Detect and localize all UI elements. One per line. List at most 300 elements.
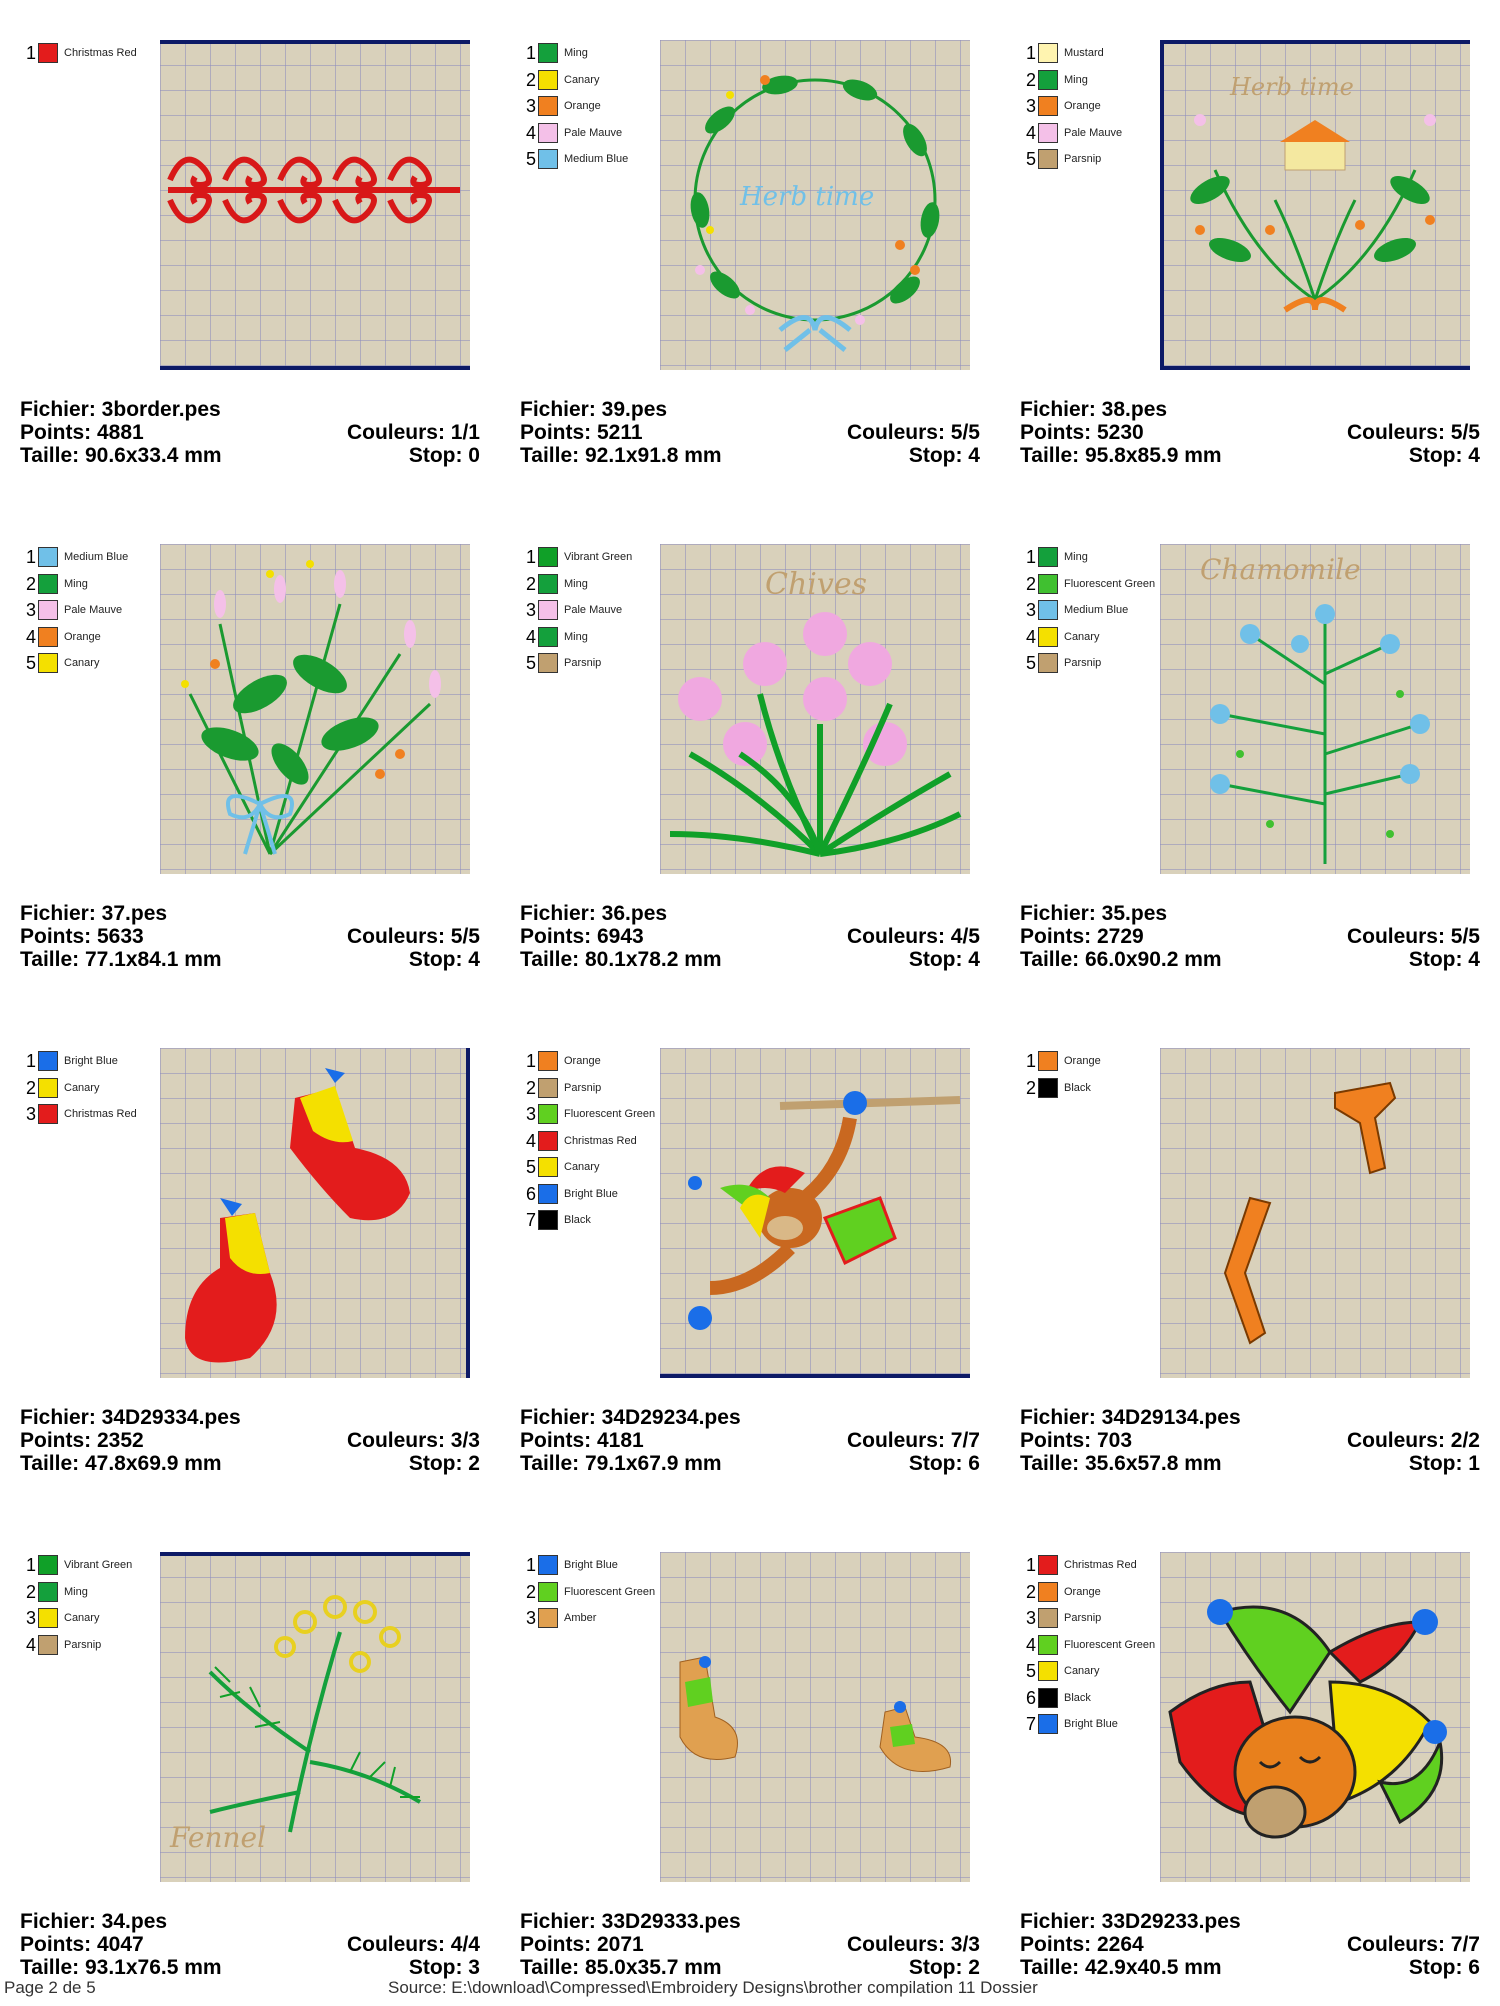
color-count: Couleurs: 4/5 — [846, 925, 980, 948]
design-cell-34 — [10, 1542, 490, 2002]
stop-count: Stop: 4 — [908, 948, 980, 971]
thread-color-swatch — [38, 1608, 58, 1628]
thread-color-row — [520, 571, 670, 598]
color-palette — [520, 1552, 670, 1632]
thread-color-swatch — [1038, 1608, 1058, 1628]
thread-color-name: Pale Mauve — [564, 604, 623, 617]
thread-order-number: 6 — [525, 1183, 536, 1204]
thread-color-row — [520, 1048, 670, 1075]
thread-color-row — [1020, 1632, 1170, 1659]
thread-order-number: 4 — [25, 1634, 36, 1655]
thread-order-number: 4 — [525, 122, 536, 143]
color-count: Couleurs: 3/3 — [346, 1429, 480, 1452]
thread-color-name: Ming — [564, 577, 588, 590]
thread-order-number: 1 — [1025, 1555, 1036, 1576]
file-name: Fichier: 38.pes — [1020, 398, 1168, 421]
thread-color-name: Pale Mauve — [564, 126, 623, 139]
thread-color-swatch — [538, 1210, 558, 1230]
thread-color-name: Canary — [1064, 1665, 1100, 1678]
color-count: Couleurs: 2/2 — [1346, 1429, 1480, 1452]
thread-color-name: Orange — [564, 100, 601, 113]
design-preview-34 — [160, 1552, 470, 1882]
thread-order-number: 1 — [25, 43, 36, 64]
color-count: Couleurs: 3/3 — [846, 1933, 980, 1956]
thread-order-number: 5 — [1025, 149, 1036, 170]
thread-color-swatch — [1038, 70, 1058, 90]
thread-color-row — [20, 40, 170, 67]
design-preview-3border — [160, 40, 470, 370]
thread-color-row — [1020, 1579, 1170, 1606]
stitch-points: Points: 4181 — [520, 1429, 644, 1452]
thread-color-swatch — [1038, 96, 1058, 116]
thread-order-number: 3 — [525, 96, 536, 117]
stop-count: Stop: 2 — [408, 1452, 480, 1475]
thread-order-number: 3 — [25, 1608, 36, 1629]
thread-color-swatch — [1038, 1051, 1058, 1071]
stitch-points: Points: 6943 — [520, 925, 644, 948]
thread-color-name: Parsnip — [1064, 1612, 1102, 1625]
thread-color-name: Medium Blue — [64, 551, 129, 564]
thread-color-swatch — [38, 653, 58, 673]
thread-order-number: 5 — [25, 653, 36, 674]
design-size: Taille: 77.1x84.1 mm — [20, 948, 222, 971]
thread-color-swatch — [38, 1078, 58, 1098]
thread-order-number: 5 — [1025, 653, 1036, 674]
thread-color-row — [520, 1128, 670, 1155]
thread-color-row — [520, 146, 670, 173]
points-row — [520, 925, 980, 948]
color-count: Couleurs: 5/5 — [1346, 421, 1480, 444]
thread-color-swatch — [538, 1104, 558, 1124]
thread-order-number: 1 — [25, 1555, 36, 1576]
thread-color-name: Fluorescent Green — [564, 1585, 656, 1598]
thread-order-number: 2 — [1025, 69, 1036, 90]
thread-color-name: Canary — [1064, 630, 1100, 643]
thread-order-number: 4 — [525, 626, 536, 647]
thread-color-name: Parsnip — [1064, 657, 1102, 670]
thread-color-row — [20, 1552, 170, 1579]
thread-color-swatch — [538, 123, 558, 143]
thread-color-name: Black — [1064, 1691, 1091, 1704]
stop-count: Stop: 4 — [908, 444, 980, 467]
thread-color-row — [20, 1605, 170, 1632]
thread-color-swatch — [1038, 600, 1058, 620]
thread-color-name: Pale Mauve — [1064, 126, 1123, 139]
thread-color-swatch — [538, 600, 558, 620]
thread-color-row — [520, 544, 670, 571]
design-info — [520, 902, 980, 971]
thread-color-name: Orange — [1064, 100, 1101, 113]
thread-color-swatch — [1038, 1078, 1058, 1098]
thread-color-row — [20, 597, 170, 624]
size-row — [1020, 1956, 1480, 1979]
thread-color-row — [520, 40, 670, 67]
file-name: Fichier: 34.pes — [20, 1910, 168, 1933]
thread-color-row — [520, 624, 670, 651]
thread-color-row — [1020, 597, 1170, 624]
thread-color-swatch — [1038, 1555, 1058, 1575]
thread-color-swatch — [38, 574, 58, 594]
thread-color-row — [20, 1048, 170, 1075]
color-count: Couleurs: 5/5 — [846, 421, 980, 444]
thread-order-number: 6 — [1025, 1687, 1036, 1708]
size-row — [1020, 444, 1480, 467]
points-row — [20, 1429, 480, 1452]
stitch-points: Points: 2264 — [1020, 1933, 1144, 1956]
thread-color-name: Orange — [1064, 1585, 1101, 1598]
thread-order-number: 1 — [25, 1051, 36, 1072]
jester-shoes-embroidery — [160, 1048, 470, 1378]
svg-text:Herb time: Herb time — [1230, 73, 1354, 101]
design-preview-38 — [1160, 40, 1470, 370]
thread-color-swatch — [1038, 547, 1058, 567]
design-size: Taille: 93.1x76.5 mm — [20, 1956, 222, 1979]
thread-order-number: 5 — [525, 1157, 536, 1178]
thread-color-swatch — [1038, 1582, 1058, 1602]
thread-order-number: 1 — [1025, 547, 1036, 568]
size-row — [1020, 948, 1480, 971]
thread-color-name: Orange — [564, 1055, 601, 1068]
thread-color-name: Bright Blue — [64, 1055, 118, 1068]
thread-order-number: 3 — [25, 1104, 36, 1125]
thread-color-name: Canary — [64, 1612, 100, 1625]
thread-order-number: 4 — [1025, 122, 1036, 143]
source-path: Source: E:\download\Compressed\Embroidery Designs\brother compilation 11 Dossier — [388, 1978, 1038, 1997]
thread-color-row — [20, 571, 170, 598]
thread-order-number: 2 — [525, 1581, 536, 1602]
thread-color-row — [1020, 40, 1170, 67]
design-info — [20, 1910, 480, 1979]
thread-color-swatch — [1038, 1688, 1058, 1708]
size-row — [20, 948, 480, 971]
design-size: Taille: 85.0x35.7 mm — [520, 1956, 722, 1979]
design-cell-33D29333 — [510, 1542, 990, 2002]
thread-color-row — [1020, 1711, 1170, 1738]
stitch-points: Points: 5211 — [520, 421, 643, 444]
size-row — [520, 1452, 980, 1475]
thread-color-row — [20, 1075, 170, 1102]
thread-color-row — [20, 624, 170, 651]
thread-order-number: 2 — [25, 573, 36, 594]
design-size: Taille: 66.0x90.2 mm — [1020, 948, 1222, 971]
thread-order-number: 3 — [525, 600, 536, 621]
thread-color-name: Orange — [64, 630, 101, 643]
size-row — [20, 444, 480, 467]
file-name: Fichier: 34D29334.pes — [20, 1406, 241, 1429]
color-palette — [1020, 1048, 1170, 1101]
thread-order-number: 7 — [1025, 1714, 1036, 1735]
thread-order-number: 7 — [525, 1210, 536, 1231]
color-palette — [20, 544, 170, 677]
thread-color-swatch — [1038, 574, 1058, 594]
thread-color-swatch — [538, 627, 558, 647]
thread-color-swatch — [38, 1582, 58, 1602]
stitch-points: Points: 703 — [1020, 1429, 1133, 1452]
thread-color-name: Ming — [64, 577, 88, 590]
file-name: Fichier: 3border.pes — [20, 398, 221, 421]
size-row — [520, 444, 980, 467]
stop-count: Stop: 4 — [1408, 948, 1480, 971]
thread-color-row — [520, 597, 670, 624]
design-preview-33D29233 — [1160, 1552, 1470, 1882]
design-size: Taille: 79.1x67.9 mm — [520, 1452, 722, 1475]
thread-color-name: Parsnip — [564, 657, 602, 670]
thread-color-name: Christmas Red — [64, 47, 137, 60]
design-cell-37 — [10, 534, 490, 994]
file-name: Fichier: 34D29134.pes — [1020, 1406, 1241, 1429]
stitch-points: Points: 4881 — [20, 421, 144, 444]
thread-order-number: 5 — [525, 653, 536, 674]
thread-order-number: 2 — [25, 1581, 36, 1602]
color-count: Couleurs: 4/4 — [346, 1933, 480, 1956]
design-info — [20, 1406, 480, 1475]
thread-color-name: Ming — [1064, 551, 1088, 564]
thread-color-name: Black — [1064, 1081, 1091, 1094]
design-cell-3border — [10, 30, 490, 490]
thread-order-number: 2 — [1025, 1077, 1036, 1098]
thread-color-swatch — [1038, 1661, 1058, 1681]
stitch-points: Points: 2352 — [20, 1429, 144, 1452]
design-cell-36 — [510, 534, 990, 994]
thread-order-number: 3 — [1025, 1608, 1036, 1629]
thread-color-name: Ming — [564, 630, 588, 643]
thread-color-row — [520, 1101, 670, 1128]
stitch-points: Points: 2729 — [1020, 925, 1144, 948]
points-row — [520, 421, 980, 444]
thread-color-swatch — [538, 1131, 558, 1151]
stop-count: Stop: 4 — [408, 948, 480, 971]
design-info — [1020, 1910, 1480, 1979]
file-name: Fichier: 39.pes — [520, 398, 668, 421]
thread-color-name: Christmas Red — [1064, 1559, 1137, 1572]
stitch-points: Points: 5633 — [20, 925, 144, 948]
thread-color-row — [1020, 146, 1170, 173]
jester-head-embroidery — [1160, 1552, 1470, 1882]
size-row — [1020, 1452, 1480, 1475]
thread-color-swatch — [538, 1555, 558, 1575]
thread-color-swatch — [38, 547, 58, 567]
design-preview-34D29134 — [1160, 1048, 1470, 1378]
thread-color-row — [20, 650, 170, 677]
thread-color-row — [1020, 1658, 1170, 1685]
color-palette — [20, 40, 170, 67]
thread-color-name: Amber — [564, 1612, 597, 1625]
thread-color-row — [520, 67, 670, 94]
thread-color-swatch — [538, 1078, 558, 1098]
thread-color-name: Parsnip — [1064, 153, 1102, 166]
thread-color-name: Medium Blue — [1064, 604, 1129, 617]
stop-count: Stop: 6 — [1408, 1956, 1480, 1979]
file-name: Fichier: 34D29234.pes — [520, 1406, 741, 1429]
page-footer — [0, 1978, 1500, 2006]
thread-order-number: 1 — [525, 1555, 536, 1576]
thread-color-name: Fluorescent Green — [1064, 1638, 1156, 1651]
design-info — [520, 1910, 980, 1979]
thread-color-name: Fluorescent Green — [1064, 577, 1156, 590]
points-row — [20, 925, 480, 948]
thread-color-name: Parsnip — [64, 1638, 102, 1651]
design-cell-34D29334 — [10, 1038, 490, 1498]
design-preview-33D29333 — [660, 1552, 970, 1882]
thread-order-number: 2 — [525, 573, 536, 594]
points-row — [1020, 925, 1480, 948]
points-row — [20, 1933, 480, 1956]
thread-color-swatch — [538, 96, 558, 116]
thread-color-name: Ming — [564, 47, 588, 60]
size-row — [520, 948, 980, 971]
thread-color-row — [1020, 650, 1170, 677]
thread-color-row — [520, 93, 670, 120]
thread-color-swatch — [38, 1635, 58, 1655]
chives-embroidery — [660, 544, 970, 874]
design-preview-39 — [660, 40, 970, 370]
thread-color-row — [520, 1579, 670, 1606]
thread-color-row — [520, 1552, 670, 1579]
fennel-embroidery — [160, 1552, 470, 1882]
design-info — [520, 398, 980, 467]
color-palette — [20, 1552, 170, 1658]
thread-color-row — [1020, 624, 1170, 651]
color-palette — [1020, 544, 1170, 677]
design-info — [20, 902, 480, 971]
svg-text:Fennel: Fennel — [170, 1821, 267, 1854]
thread-color-name: Black — [564, 1214, 591, 1227]
points-row — [520, 1933, 980, 1956]
herb-time-house-embroidery — [1160, 40, 1470, 370]
thread-color-swatch — [1038, 1714, 1058, 1734]
thread-color-name: Parsnip — [564, 1081, 602, 1094]
design-size: Taille: 95.8x85.9 mm — [1020, 444, 1222, 467]
stop-count: Stop: 6 — [908, 1452, 980, 1475]
color-palette — [520, 544, 670, 677]
thread-color-swatch — [38, 43, 58, 63]
thread-order-number: 1 — [525, 1051, 536, 1072]
thread-color-row — [1020, 93, 1170, 120]
thread-color-swatch — [538, 1608, 558, 1628]
design-preview-36 — [660, 544, 970, 874]
thread-color-row — [1020, 1075, 1170, 1102]
color-count: Couleurs: 7/7 — [1346, 1933, 1480, 1956]
thread-color-swatch — [38, 1555, 58, 1575]
thread-order-number: 3 — [1025, 600, 1036, 621]
thread-order-number: 4 — [25, 626, 36, 647]
thread-order-number: 2 — [1025, 573, 1036, 594]
stop-count: Stop: 1 — [1408, 1452, 1480, 1475]
thread-color-swatch — [1038, 627, 1058, 647]
thread-color-swatch — [538, 547, 558, 567]
thread-color-swatch — [538, 1582, 558, 1602]
color-count: Couleurs: 1/1 — [346, 421, 480, 444]
thread-color-swatch — [1038, 123, 1058, 143]
color-palette — [1020, 1552, 1170, 1738]
thread-color-swatch — [538, 1184, 558, 1204]
thread-color-swatch — [1038, 149, 1058, 169]
thread-color-swatch — [538, 70, 558, 90]
design-size: Taille: 90.6x33.4 mm — [20, 444, 222, 467]
stitch-points: Points: 2071 — [520, 1933, 644, 1956]
design-preview-35 — [1160, 544, 1470, 874]
thread-color-swatch — [538, 574, 558, 594]
design-info — [1020, 902, 1480, 971]
color-palette — [520, 40, 670, 173]
thread-color-row — [520, 1075, 670, 1102]
stop-count: Stop: 2 — [908, 1956, 980, 1979]
thread-color-swatch — [38, 600, 58, 620]
thread-color-row — [1020, 120, 1170, 147]
thread-color-swatch — [38, 1104, 58, 1124]
file-name: Fichier: 33D29333.pes — [520, 1910, 741, 1933]
jester-arms-embroidery — [1160, 1048, 1470, 1378]
thread-color-swatch — [538, 149, 558, 169]
design-info — [1020, 1406, 1480, 1475]
jester-monkey-embroidery — [660, 1048, 970, 1378]
thread-color-name: Orange — [1064, 1055, 1101, 1068]
thread-color-name: Vibrant Green — [564, 551, 633, 564]
design-info — [20, 398, 480, 467]
points-row — [1020, 1933, 1480, 1956]
thread-color-row — [1020, 544, 1170, 571]
thread-color-name: Pale Mauve — [64, 604, 123, 617]
thread-color-swatch — [538, 653, 558, 673]
thread-color-name: Christmas Red — [64, 1108, 137, 1121]
thread-order-number: 1 — [1025, 1051, 1036, 1072]
thread-color-row — [520, 1154, 670, 1181]
points-row — [20, 421, 480, 444]
size-row — [20, 1956, 480, 1979]
stop-count: Stop: 3 — [408, 1956, 480, 1979]
thread-order-number: 1 — [1025, 43, 1036, 64]
thread-color-name: Fluorescent Green — [564, 1108, 656, 1121]
thread-color-name: Vibrant Green — [64, 1559, 133, 1572]
color-palette — [20, 1048, 170, 1128]
thread-color-swatch — [538, 1051, 558, 1071]
border-scroll-embroidery — [160, 40, 470, 370]
thread-color-row — [520, 1181, 670, 1208]
thread-color-name: Christmas Red — [564, 1134, 637, 1147]
design-info — [1020, 398, 1480, 467]
thread-order-number: 1 — [525, 43, 536, 64]
thread-color-row — [20, 1579, 170, 1606]
chamomile-embroidery — [1160, 544, 1470, 874]
thread-color-name: Bright Blue — [564, 1559, 618, 1572]
thread-order-number: 2 — [525, 69, 536, 90]
page-number: Page 2 de 5 — [4, 1978, 96, 1997]
design-cell-33D29233 — [1010, 1542, 1490, 2002]
thread-color-row — [520, 650, 670, 677]
size-row — [20, 1452, 480, 1475]
stop-count: Stop: 0 — [408, 444, 480, 467]
design-cell-34D29234 — [510, 1038, 990, 1498]
file-name: Fichier: 33D29233.pes — [1020, 1910, 1241, 1933]
thread-color-row — [520, 1605, 670, 1632]
thread-color-row — [1020, 1605, 1170, 1632]
thread-color-name: Canary — [64, 1081, 100, 1094]
thread-color-name: Canary — [564, 1161, 600, 1174]
design-cell-34D29134 — [1010, 1038, 1490, 1498]
points-row — [1020, 1429, 1480, 1452]
color-count: Couleurs: 5/5 — [346, 925, 480, 948]
thread-color-row — [20, 1632, 170, 1659]
design-preview-34D29334 — [160, 1048, 470, 1378]
points-row — [520, 1429, 980, 1452]
thread-color-swatch — [1038, 43, 1058, 63]
thread-order-number: 3 — [525, 1104, 536, 1125]
stop-count: Stop: 4 — [1408, 444, 1480, 467]
thread-order-number: 3 — [25, 600, 36, 621]
size-row — [520, 1956, 980, 1979]
thread-order-number: 4 — [1025, 626, 1036, 647]
design-size: Taille: 47.8x69.9 mm — [20, 1452, 222, 1475]
